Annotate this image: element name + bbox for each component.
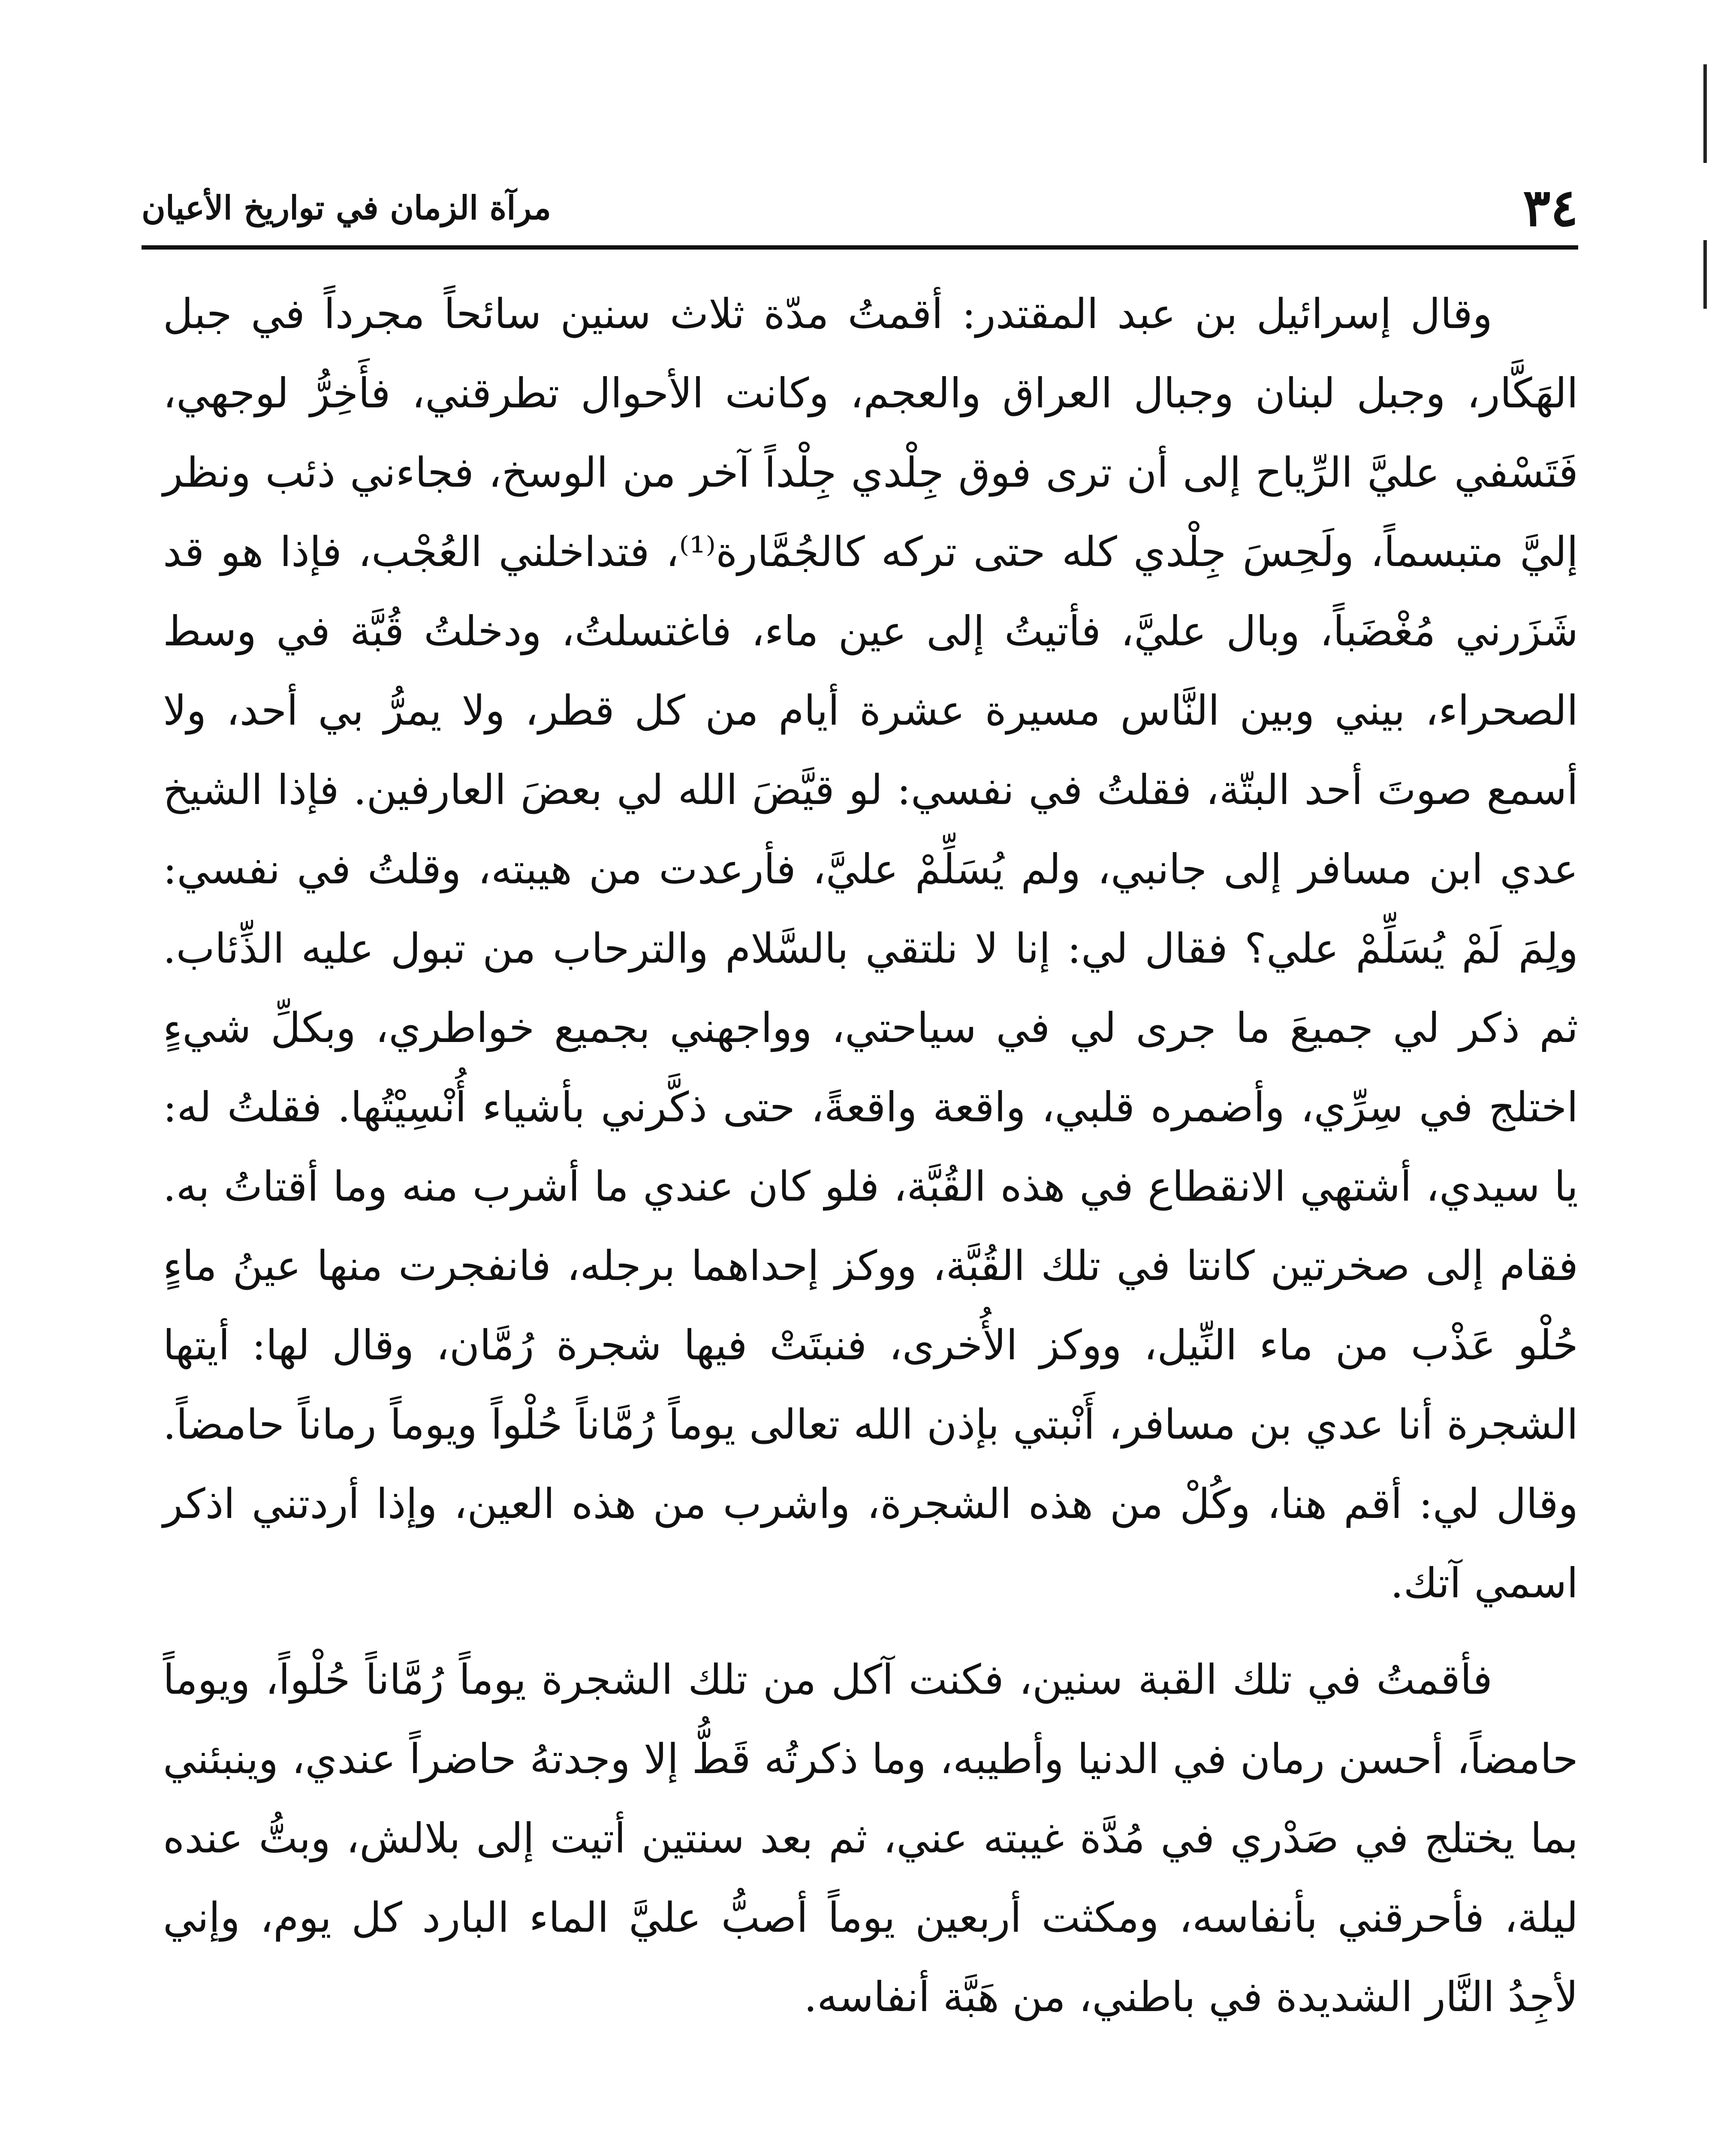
page-header: [142, 176, 1578, 253]
main-text: [163, 274, 1578, 2054]
paragraph-2: فأقمتُ في تلك القبة سنين، فكنت آكل من تلك الشجرة يوماً رُمَّاناً حُلْواً، ويوماً حامضاً، أحسن رمان في الدنيا وأطيبه، وما ذكرتُه قَطُّ إلا وجدتهُ حاضراً عندي، وينبئني بما يختلج في صَدْري في مُدَّة غيبته عني، ثم بعد سنتين أتيت إلى بلالش، وبتُّ عنده ليلة، فأحرقني بأنفاسه، ومكثت أربعين يوماً أصبُّ عليَّ الماء البارد كل يوم، وإني لأجِدُ النَّار الشديدة في باطني، من هَبَّة أنفاسه.: [163, 1656, 1578, 2021]
header-divider: [142, 245, 1578, 250]
scan-edge-mark: [1703, 64, 1707, 163]
page-number: ٣٤: [1523, 178, 1578, 238]
scan-edge-mark: [1703, 240, 1707, 309]
running-title: مرآة الزمان في تواريخ الأعيان: [142, 189, 552, 227]
paragraph-1: وقال إسرائيل بن عبد المقتدر: أقمتُ مدّة ثلاث سنين سائحاً مجرداً في جبل الهَكَّار، وجبل لبنان وجبال العراق والعجم، وكانت الأحوال تطرقني، فأَخِرُّ لوجهي، فَتَسْفي عليَّ الرِّياح إلى أن ترى فوق جِلْدي جِلْداً آخر من الوسخ، فجاءني ذئب ونظر إليَّ متبسماً، ولَحِسَ جِلْدي كله حتى تركه كالجُمَّارة⁽¹⁾، فتداخلني العُجْب، فإذا هو قد شَزَرني مُغْضَباً، وبال عليَّ، فأتيتُ إلى عين ماء، فاغتسلتُ، ودخلتُ قُبَّة في وسط الصحراء، بيني وبين النَّاس مسيرة عشرة أيام من كل قطر، ولا يمرُّ بي أحد، ولا أسمع صوتَ أحد البتّة، فقلتُ في نفسي: لو قيَّضَ الله لي بعضَ العارفين. فإذا الشيخ عدي ابن مسافر إلى جانبي، ولم يُسَلِّمْ عليَّ، فأرعدت من هيبته، وقلتُ في نفسي: ولِمَ لَمْ يُسَلِّمْ علي؟ فقال لي: إنا لا نلتقي بالسَّلام والترحاب من تبول عليه الذِّئاب. ثم ذكر لي جميعَ ما جرى لي في سياحتي، وواجهني بجميع خواطري، وبكلِّ شيءٍ اختلج في سِرِّي، وأضمره قلبي، واقعة واقعةً، حتى ذكَّرني بأشياء أُنْسِيْتُها. فقلتُ له: يا سيدي، أشتهي الانقطاع في هذه القُبَّة، فلو كان عندي ما أشرب منه وما أقتاتُ به. فقام إلى صخرتين كانتا في تلك القُبَّة، ووكز إحداهما برجله، فانفجرت منها عينُ ماءٍ حُلْو عَذْب من ماء النِّيل، ووكز الأُخرى، فنبتَتْ فيها شجرة رُمَّان، وقال لها: أيتها الشجرة أنا عدي بن مسافر، أَنْبتي بإذن الله تعالى يوماً رُمَّاناً حُلْواً ويوماً رماناً حامضاً. وقال لي: أقم هنا، وكُلْ من هذه الشجرة، واشرب من هذه العين، وإذا أردتني اذكر اسمي آتك.: [163, 290, 1579, 1607]
